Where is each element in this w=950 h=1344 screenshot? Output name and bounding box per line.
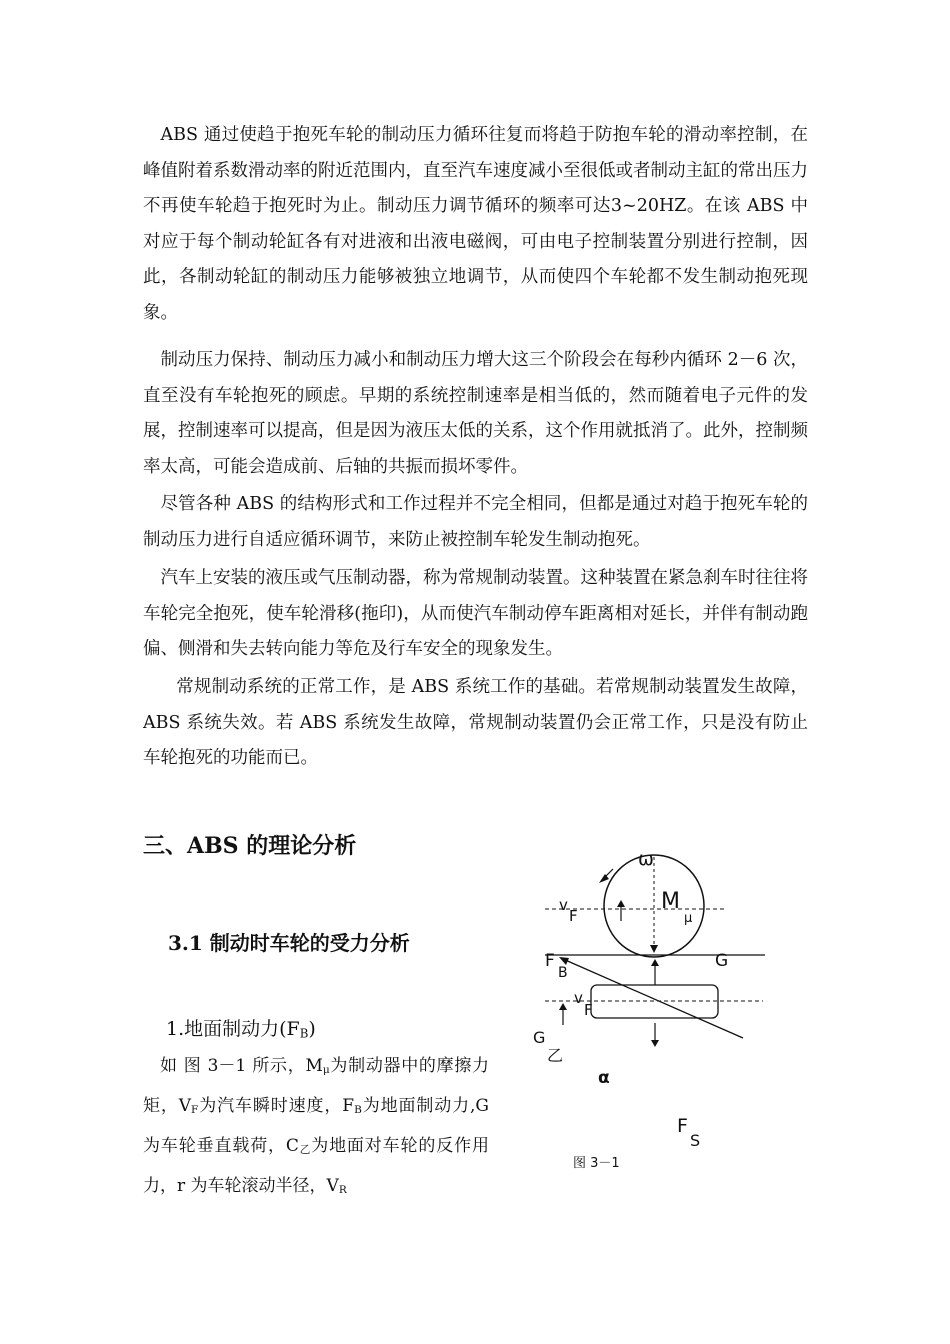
paragraph-pressure-phases: 制动压力保持、制动压力减小和制动压力增大这三个阶段会在每秒内循环 2－6 次，直至没有车轮抱死的顾虑。早期的系统控制速率是相当低的，然而随着电子元件的发展，控制速率可以提高，但是因为液压太低的关系，这个作用就抵消了。此外，控制频率太高，可能会造成前、后轴的共振而损坏零件。	[143, 350, 808, 477]
omega-label: ω	[638, 848, 654, 870]
sub-heading: 3.1 制动时车轮的受力分析	[168, 931, 410, 955]
velocity-top-f: F	[569, 907, 578, 925]
paragraph-adaptive-regulation: 尽管各种 ABS 的结构形式和工作过程并不完全相同，但都是通过对趋于抱死车轮的制动压力进行自适应循环调节，来防止被控制车轮发生制动抱死。	[143, 494, 808, 550]
fs-label-f: F	[677, 1115, 688, 1137]
figure-caption: 图 3－1	[573, 1156, 620, 1171]
velocity-mid-v: v	[574, 989, 583, 1007]
fb-label-f: F	[545, 951, 555, 971]
ground-reaction-arrowhead	[651, 959, 659, 966]
rotation-arrowhead	[599, 874, 609, 883]
velocity-top-v: v	[559, 896, 568, 914]
diagonal-arrowhead	[559, 957, 569, 965]
section-heading: 三、ABS 的理论分析	[143, 833, 357, 859]
wheel-up-arrowhead	[617, 900, 625, 907]
velocity-mid-f: F	[584, 1001, 593, 1019]
g-yi-label-yi: 乙	[547, 1046, 564, 1065]
fs-label-s: S	[690, 1131, 701, 1150]
g-yi-label-g: G	[533, 1028, 546, 1047]
fb-label-b: B	[558, 965, 568, 981]
paragraph-abs-basis: 常规制动系统的正常工作，是 ABS 系统工作的基础。若常规制动装置发生故障，ABS 系统失效。若 ABS 系统发生故障，常规制动装置仍会正常工作，只是没有防止车轮抱死的功能而已。	[143, 677, 808, 768]
paragraph-abs-cycle: ABS 通过使趋于抱死车轮的制动压力循环往复而将趋于防抱车轮的滑动率控制，在峰值附着系数滑动率的附近范围内，直至汽车速度减小至很低或者制动主缸的常出压力不再使车轮趋于抱死时为止。制动压力调节循环的频率可达3~20HZ。在该 ABS 中对应于每个制动轮缸各有对进液和出液电磁阀，可由电子控制装置分别进行控制，因此，各制动轮缸的制动压力能够被独立地调节，从而使四个车轮都不发生制动抱死现象。	[143, 125, 808, 323]
alpha-label: α	[598, 1068, 610, 1088]
g-label: G	[715, 951, 729, 971]
wheel-force-diagram	[525, 845, 775, 1175]
wheel-down-arrowhead	[650, 945, 658, 953]
left-up-arrowhead	[559, 1003, 567, 1010]
body-down-arrowhead	[651, 1040, 659, 1047]
item-title: 1.地面制动力$(F_B)$	[166, 1018, 316, 1041]
moment-subscript: μ	[684, 911, 693, 926]
wheel-force-diagram-svg	[525, 845, 775, 1175]
force-description-text: 如 图 3－1 所示，$M_\mu$为制动器中的摩擦力矩，$V_F$为汽车瞬时速度，$F_B$为地面制动力,G 为车轮垂直载荷，$C_乙$为地面对车轮的反作用力，r 为车轮滚动半径，$V_R$	[143, 1056, 490, 1197]
paragraph-conventional-brakes: 汽车上安装的液压或气压制动器，称为常规制动装置。这种装置在紧急刹车时往往将车轮完全抱死，使车轮滑移(拖印)，从而使汽车制动停车距离相对延长，并伴有制动跑偏、侧滑和失去转向能力等危及行车安全的现象发生。	[143, 568, 808, 659]
moment-label: M	[661, 889, 680, 914]
